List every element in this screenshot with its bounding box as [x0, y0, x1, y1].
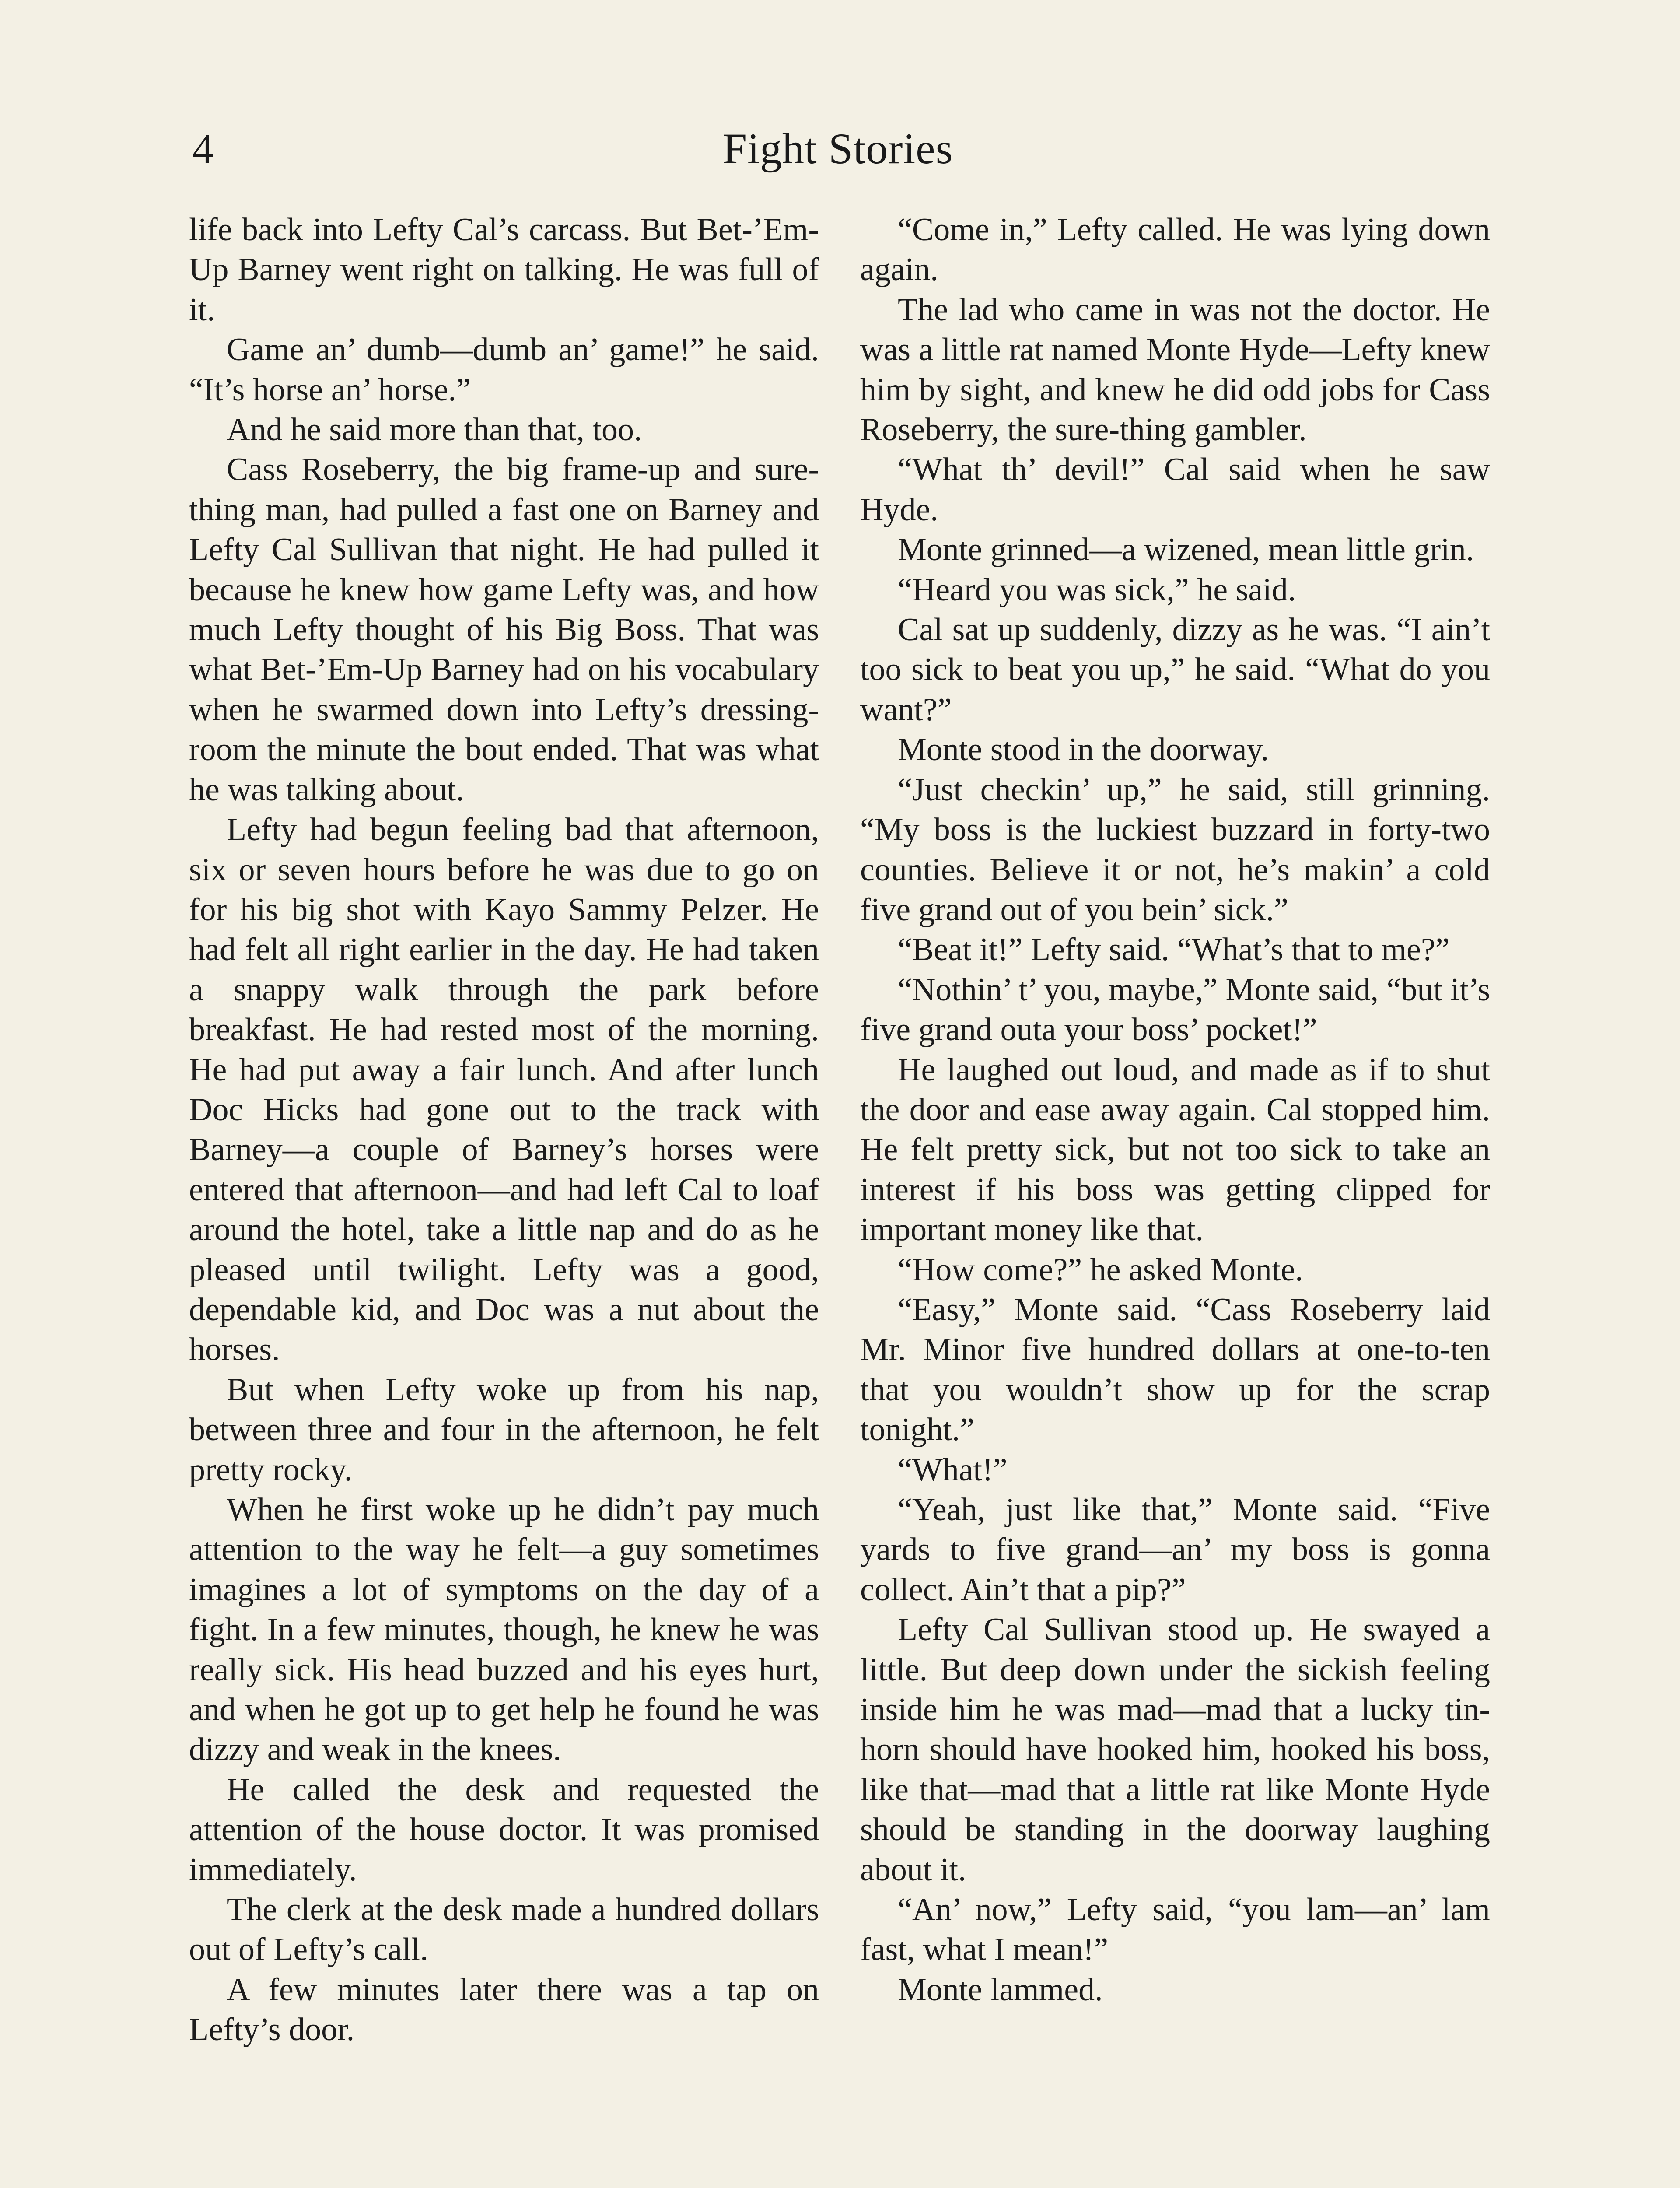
paragraph: life back into Lefty Cal’s carcass. But Bet-’Em-Up Barney went right on talking. He was full of it. [189, 212, 819, 328]
page-number: 4 [192, 125, 214, 172]
paragraph: “Heard you was sick,” he said. [898, 572, 1296, 608]
left-column [189, 210, 819, 2050]
paragraph: Monte grinned—a wizened, mean little grin. [898, 532, 1474, 568]
paragraph: “Nothin’ t’ you, maybe,” Monte said, “but it’s five grand outa your boss’ pocket!” [860, 971, 1490, 1048]
paragraph: And he said more than that, too. [227, 412, 642, 448]
paragraph: “Easy,” Monte said. “Cass Roseberry laid Mr. Minor five hundred dollars at one-to-ten that you wouldn’t show up for the scrap tonight.” [860, 1291, 1490, 1448]
paragraph: When he first woke up he didn’t pay much attention to the way he felt—a guy sometimes imagines a lot of symptoms on the day of a fight. In a few minutes, though, he knew he was really sick. His head buzzed and his eyes hurt, and when he got up to get help he found he was dizzy and weak in the knees. [189, 1492, 819, 1768]
running-title: Fight Stories [722, 124, 953, 173]
paragraph: “An’ now,” Lefty said, “you lam—an’ lam fast, what I mean!” [860, 1892, 1490, 1968]
paragraph: Lefty Cal Sullivan stood up. He swayed a little. But deep down under the sickish feeling inside him he was mad—mad that a lucky tin-horn should have hooked him, hooked his boss, like that—mad that a little rat like Monte Hyde should be standing in the doorway laughing about it. [860, 1612, 1490, 1888]
paragraph: Cass Roseberry, the big frame-up and sure-thing man, had pulled a fast one on Barney and Lefty Cal Sullivan that night. He had pulled it because he knew how game Lefty was, and how much Lefty thought of his Big Boss. That was what Bet-’Em-Up Barney had on his vocabulary when he swarmed down into Lefty’s dressing-room the minute the bout ended. That was what he was talking about. [189, 452, 819, 808]
paragraph: He called the desk and requested the attention of the house doctor. It was promised immediately. [189, 1771, 819, 1888]
paragraph: Game an’ dumb—dumb an’ game!” he said. “It’s horse an’ horse.” [189, 332, 819, 408]
paragraph: He laughed out loud, and made as if to shut the door and ease away again. Cal stopped him. He felt pretty sick, but not too sick to take an interest if his boss was getting clipped for important money like that. [860, 1052, 1490, 1248]
paragraph: Lefty had begun feeling bad that afternoon, six or seven hours before he was due to go on for his big shot with Kayo Sammy Pelzer. He had felt all right earlier in the day. He had taken a snappy walk through the park before breakfast. He had rested most of the morning. He had put away a fair lunch. And after lunch Doc Hicks had gone out to the track with Barney—a couple of Barney’s horses were entered that afternoon—and had left Cal to loaf around the hotel, take a little nap and do as he pleased until twilight. Lefty was a good, dependable kid, and Doc was a nut about the horses. [189, 812, 819, 1368]
paragraph: Monte lammed. [898, 1971, 1103, 2008]
paragraph: “Come in,” Lefty called. He was lying down again. [860, 212, 1490, 288]
paragraph: “Yeah, just like that,” Monte said. “Five yards to five grand—an’ my boss is gonna collect. Ain’t that a pip?” [860, 1492, 1490, 1608]
paragraph: Monte stood in the doorway. [898, 732, 1269, 768]
paragraph: The clerk at the desk made a hundred dollars out of Lefty’s call. [189, 1892, 819, 1968]
paragraph: The lad who came in was not the doctor. He was a little rat named Monte Hyde—Lefty knew him by sight, and knew he did odd jobs for Cass Roseberry, the sure-thing gambler. [860, 291, 1490, 448]
paragraph: But when Lefty woke up from his nap, between three and four in the afternoon, he felt pretty rocky. [189, 1371, 819, 1488]
paragraph: “Beat it!” Lefty said. “What’s that to me?” [898, 932, 1450, 968]
paragraph: “What!” [898, 1452, 1008, 1488]
paragraph: “Just checkin’ up,” he said, still grinning. “My boss is the luckiest buzzard in forty-two counties. Believe it or not, he’s makin’ a cold five grand out of you bein’ sick.” [860, 771, 1490, 928]
paragraph: “How come?” he asked Monte. [898, 1252, 1303, 1288]
paragraph: A few minutes later there was a tap on Lefty’s door. [189, 1971, 819, 2048]
page-header [188, 118, 1488, 179]
right-column [860, 210, 1490, 2010]
paragraph: Cal sat up suddenly, dizzy as he was. “I ain’t too sick to beat you up,” he said. “What do you want?” [860, 612, 1490, 728]
paragraph: “What th’ devil!” Cal said when he saw Hyde. [860, 452, 1490, 528]
